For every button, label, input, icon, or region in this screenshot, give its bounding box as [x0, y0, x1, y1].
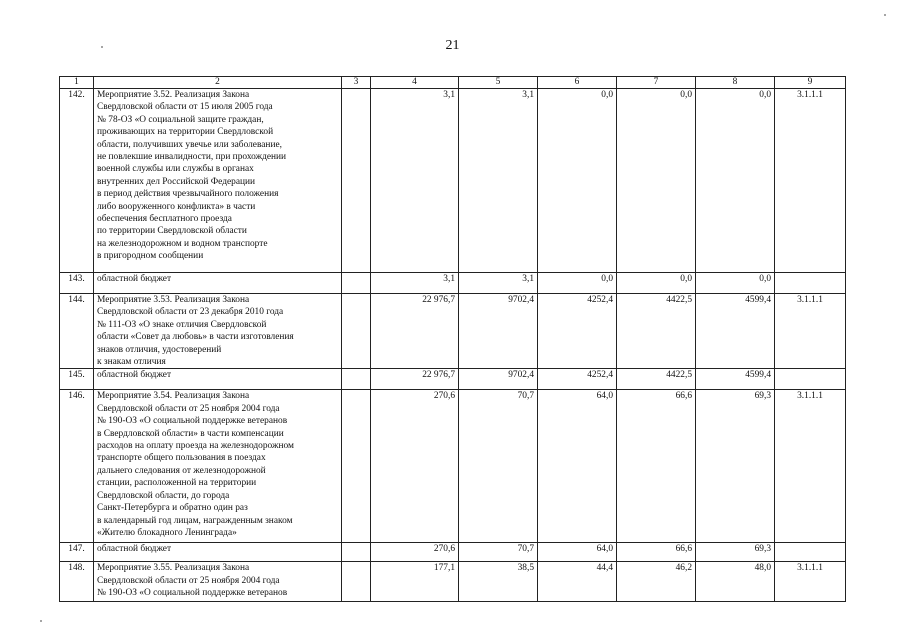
row-cell-3 — [342, 562, 371, 602]
column-header: 5 — [459, 77, 538, 89]
scan-speck — [40, 620, 42, 622]
row-number: 145. — [60, 369, 94, 390]
page-number: 21 — [445, 38, 460, 53]
row-cell-5: 9702,4 — [459, 369, 538, 390]
column-header: 6 — [538, 77, 617, 89]
row-description: Мероприятие 3.52. Реализация Закона Свердловской области от 15 июля 2005 года № 78-ОЗ «О социальной защите граждан, проживающих на территории Свердловской области, получивших увечье или заболевание, не повлекшие инвалидности, при прохождении военной службы или службы в органах внутренних дел Российской Федерации в период действия чрезвычайного положения либо вооруженного конфликта» в части обеспечения бесплатного проезда по территории Свердловской области на железнодорожном и водном транспорте в пригородном сообщении — [94, 89, 342, 273]
row-cell-9 — [775, 543, 846, 562]
table-row — [60, 89, 846, 273]
row-number: 148. — [60, 562, 94, 602]
row-cell-9: 3.1.1.1 — [775, 390, 846, 543]
row-cell-5: 70,7 — [459, 390, 538, 543]
row-cell-7: 0,0 — [617, 89, 696, 273]
row-description: Мероприятие 3.54. Реализация Закона Свердловской области от 25 ноября 2004 года № 190-ОЗ «О социальной поддержке ветеранов в Свердловской области» в части компенсации расходов на оплату проезда на железнодорожном транспорте общего пользования в поездах дальнего следования от железнодорожной станции, расположенной на территории Свердловской области, до города Санкт-Петербурга и обратно один раз в календарный год лицам, награжденным знаком «Жителю блокадного Ленинграда» — [94, 390, 342, 543]
column-header: 2 — [94, 77, 342, 89]
row-cell-9 — [775, 273, 846, 294]
table-row — [60, 562, 846, 602]
row-cell-7: 4422,5 — [617, 294, 696, 369]
row-cell-5: 3,1 — [459, 89, 538, 273]
row-cell-7: 66,6 — [617, 390, 696, 543]
row-description: областной бюджет — [94, 369, 342, 390]
column-header: 7 — [617, 77, 696, 89]
row-cell-3 — [342, 369, 371, 390]
column-header: 8 — [696, 77, 775, 89]
table-header-row — [60, 77, 846, 89]
row-cell-8: 4599,4 — [696, 294, 775, 369]
table-row — [60, 543, 846, 562]
row-number: 146. — [60, 390, 94, 543]
row-cell-7: 4422,5 — [617, 369, 696, 390]
row-cell-8: 48,0 — [696, 562, 775, 602]
row-cell-4: 22 976,7 — [371, 294, 459, 369]
row-cell-6: 0,0 — [538, 273, 617, 294]
program-activities-table — [59, 76, 846, 602]
row-cell-9 — [775, 369, 846, 390]
row-cell-9: 3.1.1.1 — [775, 89, 846, 273]
row-description: областной бюджет — [94, 273, 342, 294]
row-cell-6: 44,4 — [538, 562, 617, 602]
row-cell-8: 4599,4 — [696, 369, 775, 390]
row-number: 144. — [60, 294, 94, 369]
row-description: Мероприятие 3.55. Реализация Закона Свердловской области от 25 ноября 2004 года № 190-ОЗ «О социальной поддержке ветеранов — [94, 562, 342, 602]
scan-speck — [884, 14, 886, 16]
row-cell-4: 3,1 — [371, 89, 459, 273]
row-description: Мероприятие 3.53. Реализация Закона Свердловской области от 23 декабря 2010 года № 111-ОЗ «О знаке отличия Свердловской области «Совет да любовь» в части изготовления знаков отличия, удостоверений к знакам отличия — [94, 294, 342, 369]
row-cell-5: 38,5 — [459, 562, 538, 602]
row-cell-8: 69,3 — [696, 543, 775, 562]
row-description: областной бюджет — [94, 543, 342, 562]
row-cell-8: 0,0 — [696, 273, 775, 294]
row-cell-8: 69,3 — [696, 390, 775, 543]
row-number: 143. — [60, 273, 94, 294]
row-cell-4: 270,6 — [371, 390, 459, 543]
row-cell-3 — [342, 294, 371, 369]
table-row — [60, 273, 846, 294]
table-row — [60, 390, 846, 543]
scan-speck — [101, 46, 103, 48]
row-cell-5: 9702,4 — [459, 294, 538, 369]
row-cell-6: 4252,4 — [538, 369, 617, 390]
column-header: 9 — [775, 77, 846, 89]
row-cell-3 — [342, 273, 371, 294]
row-cell-3 — [342, 89, 371, 273]
column-header: 1 — [60, 77, 94, 89]
row-cell-6: 4252,4 — [538, 294, 617, 369]
row-cell-5: 3,1 — [459, 273, 538, 294]
row-cell-7: 46,2 — [617, 562, 696, 602]
row-cell-9: 3.1.1.1 — [775, 562, 846, 602]
row-cell-9: 3.1.1.1 — [775, 294, 846, 369]
row-cell-4: 177,1 — [371, 562, 459, 602]
row-cell-6: 0,0 — [538, 89, 617, 273]
column-header: 4 — [371, 77, 459, 89]
row-cell-7: 0,0 — [617, 273, 696, 294]
row-cell-3 — [342, 390, 371, 543]
table-row — [60, 294, 846, 369]
row-cell-3 — [342, 543, 371, 562]
row-cell-4: 22 976,7 — [371, 369, 459, 390]
row-cell-7: 66,6 — [617, 543, 696, 562]
row-number: 142. — [60, 89, 94, 273]
row-cell-8: 0,0 — [696, 89, 775, 273]
row-cell-4: 270,6 — [371, 543, 459, 562]
row-cell-5: 70,7 — [459, 543, 538, 562]
row-cell-6: 64,0 — [538, 390, 617, 543]
table-row — [60, 369, 846, 390]
column-header: 3 — [342, 77, 371, 89]
row-number: 147. — [60, 543, 94, 562]
row-cell-6: 64,0 — [538, 543, 617, 562]
row-cell-4: 3,1 — [371, 273, 459, 294]
